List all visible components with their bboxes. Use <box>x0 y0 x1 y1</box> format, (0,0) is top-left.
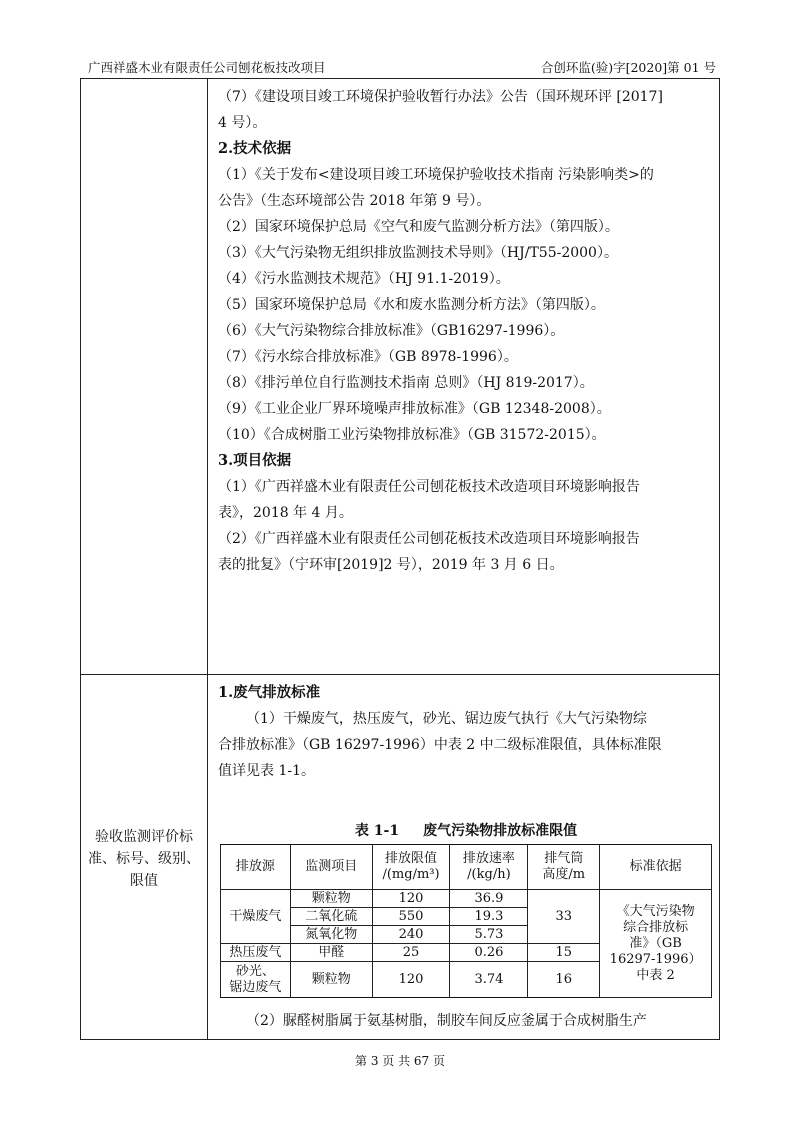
cell-item: 氮氧化物 <box>290 926 372 944</box>
row-divider <box>80 674 720 675</box>
standards-row-label <box>82 826 206 892</box>
basis-item-7-line2: 4 号）。 <box>218 115 267 131</box>
after-table-paragraph: （2）脲醛树脂属于氨基树脂，制胶车间反应釜属于合成树脂生产 <box>246 1013 647 1029</box>
header-basis: 标准依据 <box>600 845 712 890</box>
header-rate-line1: 排放速率 <box>462 851 515 866</box>
cell-rate: 0.26 <box>450 944 528 962</box>
cell-item: 二氧化硫 <box>290 908 372 926</box>
tech-item: 公告》（生态环境部公告 2018 年第 9 号）。 <box>218 193 491 209</box>
basis-item-7-line1: （7）《建设项目竣工环境保护验收暂行办法》公告（国环规环评 [2017] <box>218 89 663 105</box>
header-rate <box>450 845 528 890</box>
label-line: 限值 <box>130 873 158 889</box>
page-header <box>80 58 720 79</box>
header-height-line1: 排气筒 <box>544 851 584 866</box>
cell-limit: 120 <box>372 890 450 908</box>
cell-height-dry: 33 <box>528 890 600 944</box>
label-line: 准、标号、级别、 <box>88 851 200 867</box>
cell-rate: 3.74 <box>450 962 528 998</box>
cell-limit: 240 <box>372 926 450 944</box>
standards-section <box>218 680 714 784</box>
project-item: 表》，2018 年 4 月。 <box>218 505 353 521</box>
cell-limit: 550 <box>372 908 450 926</box>
table-caption-title: 废气污染物排放标准限值 <box>423 823 578 839</box>
cell-source <box>221 962 291 998</box>
table-header-row <box>221 845 712 890</box>
header-limit-line2: /(mg/m³) <box>382 867 440 882</box>
tech-item: （9）《工业企业厂界环境噪声排放标准》（GB 12348-2008）。 <box>218 401 611 417</box>
tech-item: （3）《大气污染物无组织排放监测技术导则》（HJ/T55-2000）。 <box>218 245 618 261</box>
cell-height: 15 <box>528 944 600 962</box>
table-caption-number: 表 1-1 <box>354 823 400 839</box>
column-divider <box>207 78 208 1040</box>
table-row <box>221 890 712 908</box>
emission-limit-table <box>220 844 712 998</box>
header-limit <box>372 845 450 890</box>
tech-item: （10）《合成树脂工业污染物排放标准》（GB 31572-2015）。 <box>218 427 606 443</box>
tech-item: （4）《污水监测技术规范》（HJ 91.1-2019）。 <box>218 271 510 287</box>
cell-limit: 25 <box>372 944 450 962</box>
cell-item: 颗粒物 <box>290 962 372 998</box>
basis-line: 综合排放标 <box>623 919 689 935</box>
tech-item: （7）《污水综合排放标准》（GB 8978-1996）。 <box>218 349 518 365</box>
cell-limit: 120 <box>372 962 450 998</box>
cell-source-dry: 干燥废气 <box>221 890 291 944</box>
project-item: 表的批复》（宁环审[2019]2 号），2019 年 3 月 6 日。 <box>218 557 564 573</box>
project-item: （2）《广西祥盛木业有限责任公司刨花板技术改造项目环境影响报告 <box>218 531 640 547</box>
source-line: 砂光、 <box>235 963 275 979</box>
basis-line: 《大气污染物 <box>616 903 695 919</box>
cell-basis <box>600 890 712 998</box>
cell-item: 颗粒物 <box>290 890 372 908</box>
standard-paragraph-line: 值详见表 1-1。 <box>218 763 315 779</box>
table-caption <box>218 820 714 840</box>
header-rate-line2: /(kg/h) <box>467 867 511 882</box>
basis-line: 16297-1996） <box>609 951 702 967</box>
header-limit-line1: 排放限值 <box>385 851 438 866</box>
cell-rate: 36.9 <box>450 890 528 908</box>
basis-line: 准》（GB <box>629 935 682 951</box>
header-height <box>528 845 600 890</box>
tech-item: （8）《排污单位自行监测技术指南 总则》（HJ 819-2017）。 <box>218 375 594 391</box>
emission-standard-heading: 1.废气排放标准 <box>218 684 321 701</box>
cell-item: 甲醛 <box>290 944 372 962</box>
header-project-name: 广西祥盛木业有限责任公司刨花板技改项目 <box>88 60 326 75</box>
cell-source: 热压废气 <box>221 944 291 962</box>
basis-line: 中表 2 <box>636 967 675 983</box>
tech-item: （5）国家环境保护总局《水和废水监测分析方法》（第四版）。 <box>218 297 605 313</box>
source-line: 锯边废气 <box>229 979 282 995</box>
tech-item: （2）国家环境保护总局《空气和废气监测分析方法》（第四版）。 <box>218 219 619 235</box>
cell-rate: 5.73 <box>450 926 528 944</box>
basis-section <box>218 84 714 578</box>
tech-item: （6）《大气污染物综合排放标准》（GB16297-1996）。 <box>218 323 565 339</box>
cell-rate: 19.3 <box>450 908 528 926</box>
tech-item: （1）《关于发布<建设项目竣工环境保护验收技术指南 污染影响类>的 <box>218 167 654 183</box>
project-item: （1）《广西祥盛木业有限责任公司刨花板技术改造项目环境影响报告 <box>218 479 640 495</box>
standard-paragraph-line: 合排放标准》（GB 16297-1996）中表 2 中二级标准限值，具体标准限 <box>218 737 662 753</box>
page-footer: 第 3 页 共 67 页 <box>355 1054 445 1068</box>
label-line: 验收监测评价标 <box>95 829 193 845</box>
header-item: 监测项目 <box>290 845 372 890</box>
project-basis-heading: 3.项目依据 <box>218 452 292 469</box>
header-source: 排放源 <box>221 845 291 890</box>
tech-basis-heading: 2.技术依据 <box>218 140 292 157</box>
standard-paragraph-line: （1）干燥废气，热压废气，砂光、锯边废气执行《大气污染物综 <box>246 711 647 727</box>
header-doc-number: 合创环监(验)字[2020]第 01 号 <box>540 60 716 75</box>
cell-height: 16 <box>528 962 600 998</box>
header-height-line2: 高度/m <box>542 867 586 882</box>
